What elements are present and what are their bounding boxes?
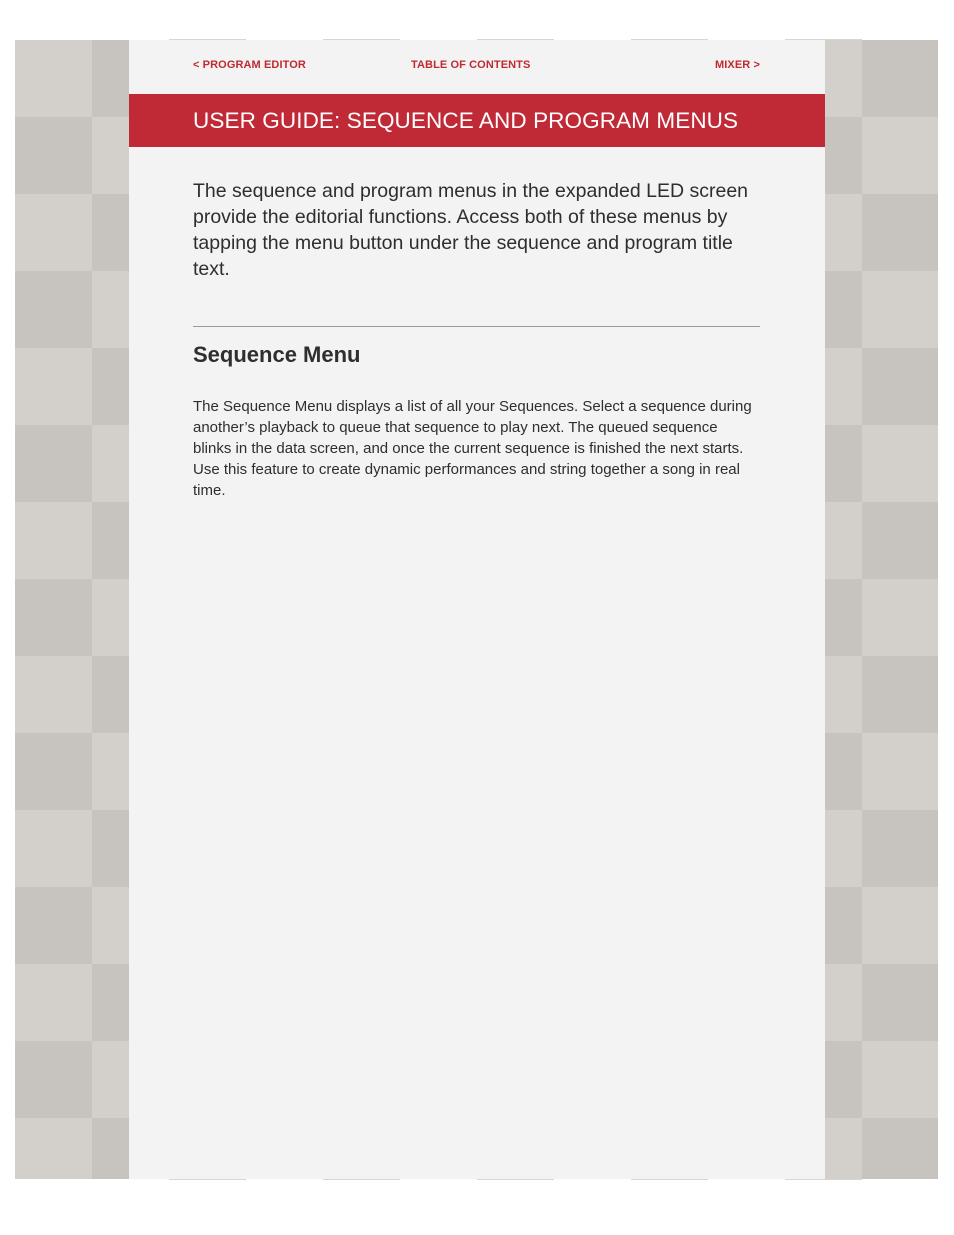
background-tile — [15, 271, 92, 348]
background-tile — [862, 964, 938, 1041]
page-title: USER GUIDE: SEQUENCE AND PROGRAM MENUS — [193, 108, 739, 133]
section-heading: Sequence Menu — [193, 342, 361, 367]
table-of-contents-link[interactable]: TABLE OF CONTENTS — [411, 59, 531, 71]
background-tile — [862, 1118, 938, 1179]
background-tile — [862, 656, 938, 733]
background-tile — [862, 40, 938, 117]
background-tile — [862, 733, 938, 810]
background-tile — [862, 887, 938, 964]
background-tile — [15, 194, 92, 271]
title-banner — [129, 94, 825, 147]
background-tile — [862, 810, 938, 887]
next-page-link[interactable]: MIXER > — [714, 59, 760, 71]
background-tile — [15, 1041, 92, 1118]
background-tile — [15, 656, 92, 733]
prev-page-link[interactable]: < PROGRAM EDITOR — [193, 59, 306, 71]
page-content — [129, 40, 825, 1179]
background-tile — [862, 271, 938, 348]
background-tile — [862, 1041, 938, 1118]
page-navigation — [193, 59, 760, 73]
background-tile — [862, 348, 938, 425]
background-tile — [862, 117, 938, 194]
background-tile — [862, 194, 938, 271]
background-tile — [15, 579, 92, 656]
background-tile — [15, 117, 92, 194]
background-tile — [15, 810, 92, 887]
background-tile — [862, 502, 938, 579]
bottom-edge-marks — [0, 1179, 954, 1180]
section-body: The Sequence Menu displays a list of all your Sequences. Select a sequence during another’s playback to queue that sequence to play next. The queued sequence blinks in the data screen, and once the current sequence is finished the next starts. Use this feature to create dynamic performances and string together a song in real time. — [193, 398, 752, 499]
background-tile — [862, 579, 938, 656]
section-divider — [193, 326, 760, 327]
background-tile — [15, 348, 92, 425]
background-tile — [15, 887, 92, 964]
background-tile — [862, 425, 938, 502]
background-tile — [15, 964, 92, 1041]
intro-paragraph: The sequence and program menus in the expanded LED screen provide the editorial functions. Access both of these menus by tapping the menu button under the sequence and program title text. — [193, 180, 749, 280]
background-tile — [15, 502, 92, 579]
background-tile — [15, 1118, 92, 1179]
background-tile — [15, 40, 92, 117]
background-tile — [15, 733, 92, 810]
background-tile — [15, 425, 92, 502]
